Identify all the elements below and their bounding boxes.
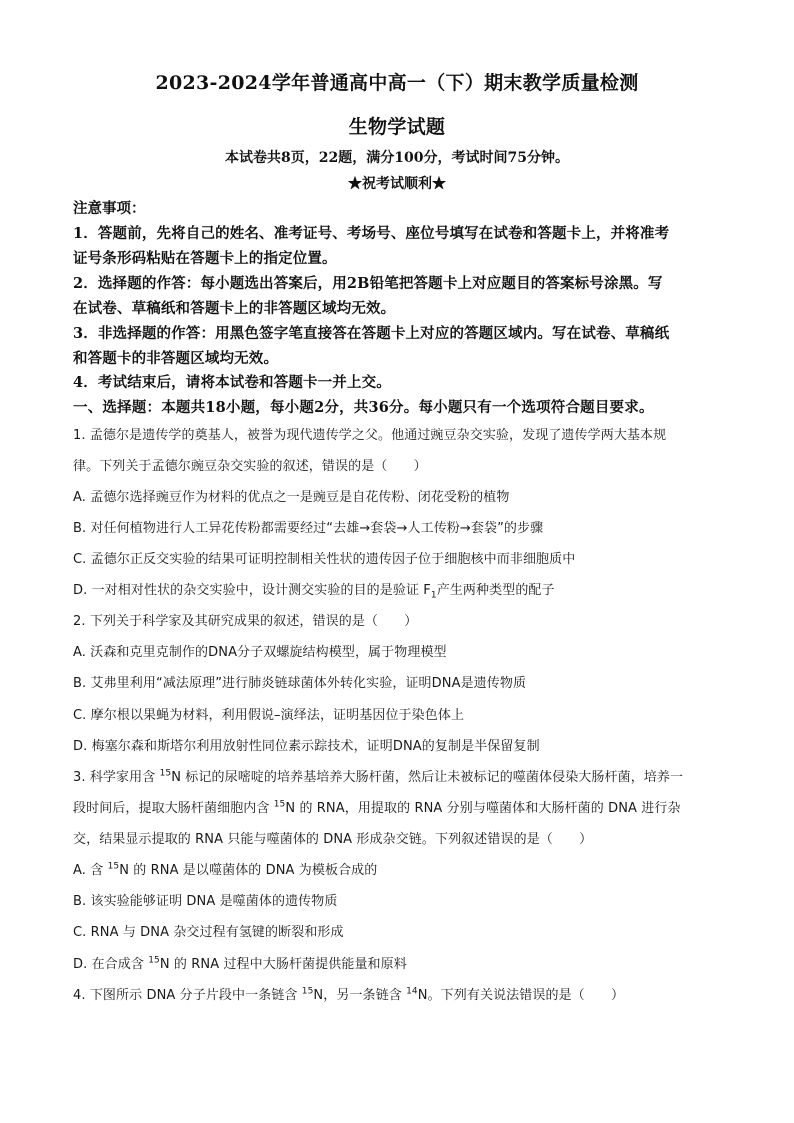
stem-text: 3. 科学家用含 — [73, 770, 160, 785]
option-text: A. 含 — [73, 863, 108, 878]
question-stem — [73, 766, 683, 785]
option-d-text-tail: 产生两种类型的配子 — [436, 583, 555, 598]
notice-line: 1．答题前，先将自己的姓名、准考证号、考场号、座位号填写在试卷和答题卡上，并将准考 — [73, 225, 670, 242]
question-stem: 律。下列关于孟德尔豌豆杂交实验的叙述，错误的是（ ） — [73, 459, 427, 474]
stem-text: N，另一条链含 — [313, 988, 407, 1003]
question-stem: 2. 下列关于科学家及其研究成果的叙述，错误的是（ ） — [73, 614, 418, 629]
option-c: C. 摩尔根以果蝇为材料，利用假说–演绎法，证明基因位于染色体上 — [73, 708, 465, 723]
notice-line: 2．选择题的作答：每小题选出答案后，用2B铅笔把答题卡上对应题目的答案标号涂黑。写 — [73, 275, 663, 292]
subject-title: 生物学试题 — [348, 116, 446, 138]
option-c: C. 孟德尔正反交实验的结果可证明控制相关性状的遗传因子位于细胞核中而非细胞质中 — [73, 552, 576, 567]
notice-line: 4．考试结束后，请将本试卷和答题卡一并上交。 — [73, 374, 391, 391]
option-d — [73, 579, 555, 601]
option-text: D. 在合成含 — [73, 957, 149, 972]
superscript: 15 — [273, 799, 286, 810]
notice-line: 在试卷、草稿纸和答题卡上的非答题区域均无效。 — [73, 300, 396, 317]
option-a — [73, 859, 377, 878]
notice-line: 3．非选择题的作答：用黑色签字笔直接答在答题卡上对应的答题区域内。写在试卷、草稿纸 — [73, 325, 670, 342]
stem-text: N 标记的尿嘧啶的培养基培养大肠杆菌，然后让未被标记的噬菌体侵染大肠杆菌，培养一 — [171, 770, 684, 785]
superscript: 15 — [159, 768, 172, 779]
superscript: 15 — [107, 861, 120, 872]
option-a: A. 沃森和克里克制作的DNA分子双螺旋结构模型，属于物理模型 — [73, 645, 447, 660]
question-stem: 1. 孟德尔是遗传学的奠基人，被誉为现代遗传学之父。他通过豌豆杂交实验，发现了遗传学两大基本规 — [73, 428, 667, 443]
notice-line: 证号条形码粘贴在答题卡上的指定位置。 — [73, 250, 337, 267]
stem-text: 段时间后，提取大肠杆菌细胞内含 — [73, 801, 274, 816]
option-b: B. 对任何植物进行人工异花传粉都需要经过“去雄→套袋→人工传粉→套袋”的步骤 — [73, 521, 544, 536]
superscript: 14 — [406, 986, 418, 997]
stem-text: N。下列有关说法错误的是（ ） — [417, 988, 625, 1003]
option-d: D. 梅塞尔森和斯塔尔利用放射性同位素示踪技术，证明DNA的复制是半保留复制 — [73, 739, 540, 754]
superscript: 15 — [301, 986, 314, 997]
question-stem: 交，结果显示提取的 RNA 只能与噬菌体的 DNA 形成杂交链。下列叙述错误的是（ ） — [73, 832, 593, 847]
option-text: N 的 RNA 是以噬菌体的 DNA 为模板合成的 — [119, 863, 378, 878]
question-stem — [73, 984, 624, 1003]
notice-title: 注意事项： — [73, 200, 146, 217]
blessing: ★祝考试顺利★ — [348, 176, 446, 192]
section-heading: 一、选择题：本题共18小题，每小题2分，共36分。每小题只有一个选项符合题目要求。 — [73, 399, 654, 416]
option-b: B. 艾弗里利用“减法原理”进行肺炎链球菌体外转化实验，证明DNA是遗传物质 — [73, 676, 527, 691]
option-d-text: D. 一对相对性状的杂交实验中，设计测交实验的目的是验证 F — [73, 583, 431, 598]
option-a: A. 孟德尔选择豌豆作为材料的优点之一是豌豆是自花传粉、闭花受粉的植物 — [73, 490, 510, 505]
question-stem — [73, 797, 681, 816]
stem-text: 4. 下图所示 DNA 分子片段中一条链含 — [73, 988, 302, 1003]
subscript: 1 — [430, 590, 437, 601]
exam-title: 2023-2024学年普通高中高一（下）期末教学质量检测 — [155, 72, 639, 94]
option-d — [73, 953, 407, 972]
option-b: B. 该实验能够证明 DNA 是噬菌体的遗传物质 — [73, 894, 338, 909]
notice-line: 和答题卡的非答题区域均无效。 — [73, 350, 279, 367]
superscript: 15 — [148, 955, 160, 966]
option-text: N 的 RNA 过程中大肠杆菌提供能量和原料 — [159, 957, 407, 972]
stem-text: N 的 RNA，用提取的 RNA 分别与噬菌体和大肠杆菌的 DNA 进行杂 — [285, 801, 681, 816]
exam-info: 本试卷共8页，22题，满分100分，考试时间75分钟。 — [225, 150, 569, 166]
option-c: C. RNA 与 DNA 杂交过程有氢键的断裂和形成 — [73, 925, 344, 940]
